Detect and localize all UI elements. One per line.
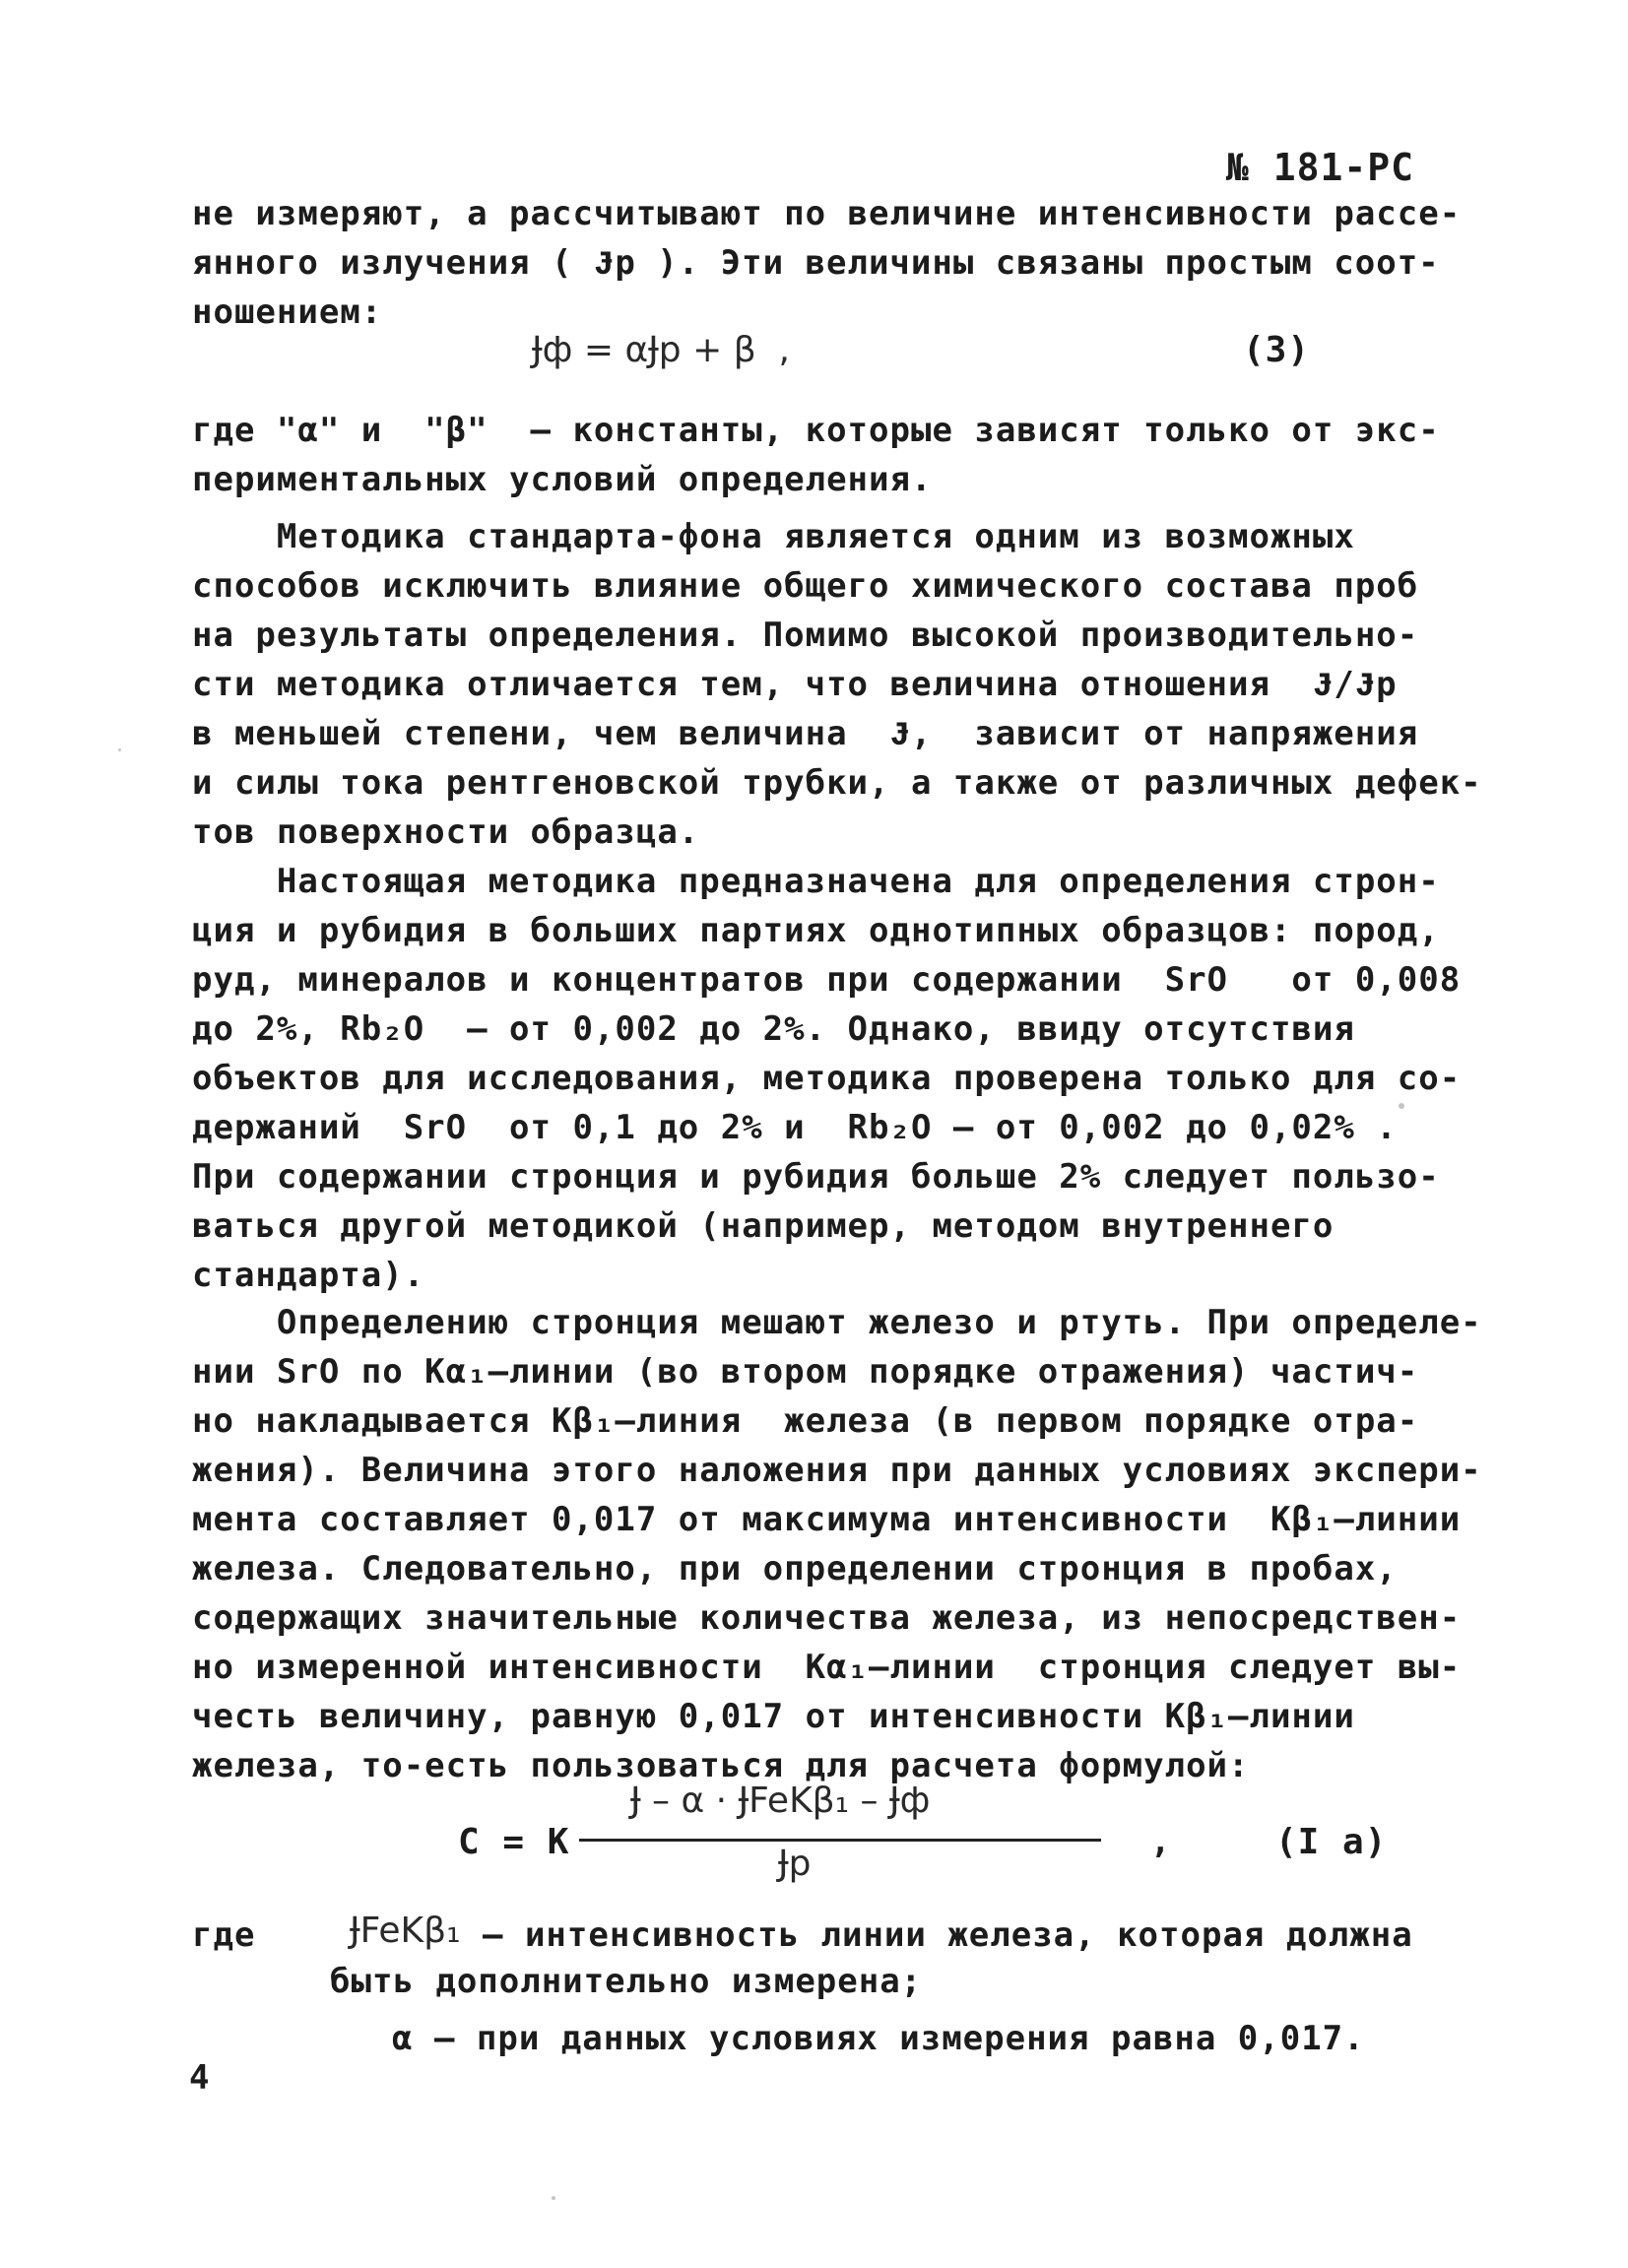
- text-line: Настоящая методика предназначена для определения строн-: [192, 862, 1440, 901]
- scan-speck: [1399, 1103, 1404, 1109]
- text-line: содержащих значительные количества железа, из непосредствен-: [192, 1598, 1462, 1638]
- definition-1-line-1: – интенсивность линии железа, которая должна: [483, 1915, 1413, 1955]
- text-line: на результаты определения. Помимо высокой производительно-: [192, 616, 1419, 655]
- text-line: жения). Величина этого наложения при данных условиях экспери-: [192, 1451, 1482, 1490]
- paragraph-2: [192, 406, 1440, 504]
- text-line: честь величину, равную 0,017 от интенсивности Kβ₁–линии: [192, 1697, 1355, 1736]
- text-line: способов исключить влияние общего химического состава проб: [192, 566, 1419, 606]
- text-line: но измеренной интенсивности Kα₁–линии стронция следует вы-: [192, 1648, 1462, 1687]
- document-number: № 181-РС: [1226, 146, 1415, 189]
- text-line: до 2%, Rb₂O – от 0,002 до 2%. Однако, ввиду отсутствия: [192, 1009, 1355, 1049]
- scan-speck: [552, 2196, 555, 2200]
- text-line: железа. Следовательно, при определении стронция в пробах,: [192, 1549, 1398, 1588]
- text-line: стандарта).: [192, 1256, 425, 1295]
- text-line: в меньшей степени, чем величина Ɉ, зависит от напряжения: [192, 714, 1419, 753]
- text-line: Определению стронция мешают железо и ртуть. При определе-: [192, 1303, 1482, 1342]
- text-line: не измеряют, а рассчитывают по величине интенсивности рассе-: [192, 194, 1462, 233]
- text-line: При содержании стронция и рубидия больше 2% следует пользо-: [192, 1157, 1440, 1197]
- text-line: объектов для исследования, методика проверена только для со-: [192, 1059, 1462, 1098]
- text-line: периментальных условий определения.: [192, 460, 933, 499]
- text-line: держаний SrO от 0,1 до 2% и Rb₂O – от 0,002 до 0,02% .: [192, 1108, 1398, 1147]
- paragraph-3: [192, 512, 1482, 857]
- formula-1a-fraction-bar: [579, 1839, 1101, 1842]
- text-line: где "α" и "β" – константы, которые зависят только от экс-: [192, 411, 1440, 450]
- formula-1a-lhs: С = К: [458, 1822, 570, 1862]
- text-line: нии SrO по Kα₁–линии (во втором порядке отражения) частич-: [192, 1352, 1419, 1392]
- formula-1a-number: (I а): [1275, 1822, 1388, 1862]
- text-line: мента составляет 0,017 от максимума интенсивности Kβ₁–линии: [192, 1500, 1462, 1539]
- text-line: ваться другой методикой (например, методом внутреннего: [192, 1206, 1335, 1246]
- paragraph-1: [192, 189, 1462, 337]
- paragraph-5: [192, 1298, 1482, 1790]
- text-line: но накладывается Kβ₁–линия железа (в первом порядке отра-: [192, 1401, 1419, 1441]
- formula-3: Ɉф = αɈр + β ,: [532, 330, 791, 370]
- paragraph-4: [192, 857, 1462, 1300]
- text-line: и силы тока рентгеновской трубки, а также от различных дефек-: [192, 763, 1482, 803]
- text-line: железа, то-есть пользоваться для расчета формулой:: [192, 1746, 1250, 1785]
- text-line: янного излучения ( Ɉр ). Эти величины связаны простым соот-: [192, 243, 1440, 283]
- definition-2: α – при данных условиях измерения равна 0,017.: [392, 2019, 1365, 2058]
- page-number: 4: [189, 2058, 211, 2098]
- text-line: Методика стандарта-фона является одним из возможных: [192, 517, 1355, 556]
- where-label: где: [192, 1915, 256, 1955]
- formula-1a-trail: ,: [1150, 1822, 1172, 1861]
- formula-1a-denominator: Ɉр: [778, 1844, 812, 1884]
- text-line: тов поверхности образца.: [192, 812, 700, 852]
- text-line: сти методика отличается тем, что величина отношения Ɉ/Ɉр: [192, 665, 1398, 704]
- formula-1a-numerator: Ɉ – α · ɈFeKβ₁ – Ɉф: [630, 1781, 931, 1821]
- definition-1-line-2: быть дополнительно измерена;: [330, 1962, 923, 2001]
- text-line: ношением:: [192, 292, 383, 332]
- scan-speck: [118, 748, 121, 751]
- text-line: руд, минералов и концентратов при содержании SrO от 0,008: [192, 960, 1462, 1000]
- text-line: ция и рубидия в больших партиях однотипных образцов: пород,: [192, 911, 1440, 950]
- definition-1-symbol: ɈFeKβ₁: [350, 1911, 461, 1951]
- formula-3-number: (3): [1243, 330, 1311, 370]
